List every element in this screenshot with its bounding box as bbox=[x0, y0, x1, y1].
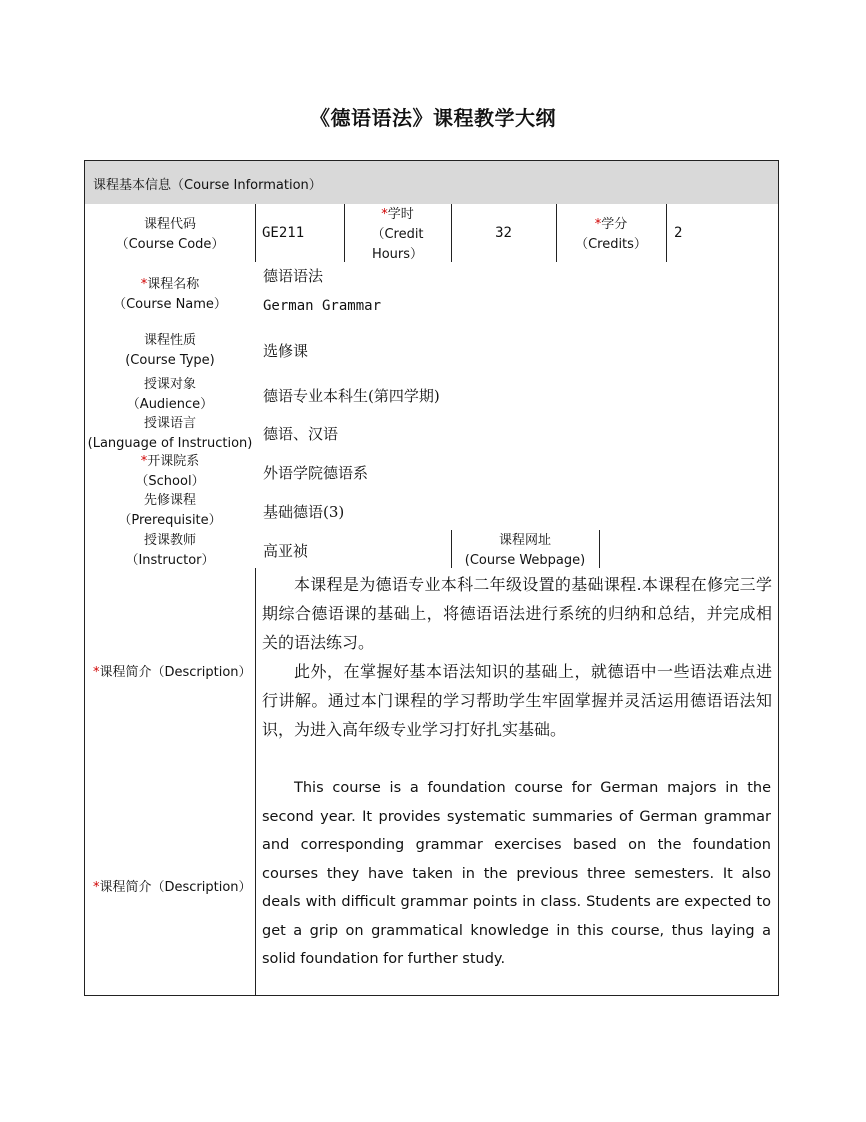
required-mark: * bbox=[140, 454, 148, 469]
webpage-divider bbox=[599, 530, 600, 568]
school-label-en: （School） bbox=[135, 474, 205, 489]
description-zh bbox=[262, 570, 772, 744]
page-title: 《德语语法》课程教学大纲 bbox=[310, 106, 556, 130]
course-name-en: German Grammar bbox=[263, 298, 382, 314]
label-column-divider bbox=[255, 204, 256, 262]
required-mark: * bbox=[93, 665, 100, 680]
credit-hours-label-zh: 学时 bbox=[387, 207, 414, 222]
instructor-value: 高亚祯 bbox=[263, 542, 309, 560]
prerequisite-label-en: （Prerequisite） bbox=[118, 513, 222, 528]
course-type-value: 选修课 bbox=[263, 342, 309, 360]
credit-hours-value: 32 bbox=[495, 225, 512, 241]
school-label bbox=[85, 452, 255, 492]
school-label-zh: 开课院系 bbox=[147, 454, 200, 469]
audience-value: 德语专业本科生(第四学期) bbox=[263, 387, 440, 405]
course-code-label bbox=[85, 215, 255, 255]
language-label-zh: 授课语言 bbox=[143, 416, 196, 431]
credits-label-zh: 学分 bbox=[601, 217, 628, 232]
prerequisite-label bbox=[85, 491, 255, 531]
webpage-label-zh: 课程网址 bbox=[498, 533, 551, 548]
credit-hours-label bbox=[344, 205, 451, 265]
required-mark: * bbox=[93, 880, 100, 895]
credit-hours-label-en-2: Hours） bbox=[371, 247, 424, 262]
description-zh-para-1: 本课程是为德语专业本科二年级设置的基础课程.本课程在修完三学期综合德语课的基础上，将德语语法进行系统的归纳和总结，并完成相关的语法练习。 bbox=[262, 575, 772, 652]
required-mark: * bbox=[381, 207, 388, 222]
course-type-label-zh: 课程性质 bbox=[143, 333, 196, 348]
webpage-value[interactable] bbox=[606, 540, 771, 560]
school-value: 外语学院德语系 bbox=[263, 464, 369, 482]
course-type-label bbox=[85, 331, 255, 371]
language-label bbox=[85, 414, 255, 454]
course-code-label-zh: 课程代码 bbox=[143, 217, 196, 232]
description-en: This course is a foundation course for German majors in the second year. It provides systematic summaries of German grammar and corresponding grammar exercises based on the foundation courses they have taken in the previous three semesters. It also deals with difficult grammar points in class. Students are expected to get a grip on grammatical knowledge in this course, thus laying a solid foundation for further study. bbox=[262, 780, 771, 967]
description-zh-label-text: 课程简介（Description） bbox=[99, 665, 252, 680]
prerequisite-label-zh: 先修课程 bbox=[143, 493, 196, 508]
row-one-divider bbox=[666, 204, 667, 262]
course-name-label-en: （Course Name） bbox=[113, 297, 227, 312]
instructor-label-en: （Instructor） bbox=[125, 553, 215, 568]
course-code-value: GE211 bbox=[262, 225, 305, 241]
description-zh-label bbox=[93, 661, 252, 680]
language-label-en: (Language of Instruction) bbox=[87, 436, 253, 451]
audience-label bbox=[85, 375, 255, 415]
webpage-label bbox=[451, 531, 599, 571]
course-name-label bbox=[85, 275, 255, 315]
course-name-label-zh: 课程名称 bbox=[147, 277, 200, 292]
required-mark: * bbox=[140, 277, 148, 292]
audience-label-en: （Audience） bbox=[126, 397, 214, 412]
description-zh-para-2: 此外，在掌握好基本语法知识的基础上，就德语中一些语法难点进行讲解。通过本门课程的学习帮助学生牢固掌握并灵活运用德语语法知识，为进入高年级专业学习打好扎实基础。 bbox=[262, 662, 772, 739]
webpage-label-en: (Course Webpage) bbox=[464, 553, 586, 568]
required-mark: * bbox=[594, 217, 602, 232]
course-code-label-en: （Course Code） bbox=[115, 237, 225, 252]
label-column-divider bbox=[255, 568, 256, 996]
credit-hours-label-en-1: （Credit bbox=[371, 227, 424, 242]
prerequisite-value: 基础德语(3) bbox=[263, 503, 345, 521]
credits-value: 2 bbox=[674, 225, 683, 241]
language-value: 德语、汉语 bbox=[263, 425, 339, 443]
audience-label-zh: 授课对象 bbox=[143, 377, 196, 392]
instructor-label bbox=[85, 531, 255, 571]
section-header: 课程基本信息（Course Information） bbox=[93, 178, 322, 193]
course-name-zh: 德语语法 bbox=[263, 267, 324, 285]
description-en-label bbox=[93, 876, 252, 895]
credits-label-en: （Credits） bbox=[575, 237, 647, 252]
credits-label bbox=[556, 215, 666, 255]
course-type-label-en: (Course Type) bbox=[125, 353, 215, 368]
instructor-label-zh: 授课教师 bbox=[143, 533, 196, 548]
description-en-label-text: 课程简介（Description） bbox=[99, 880, 252, 895]
